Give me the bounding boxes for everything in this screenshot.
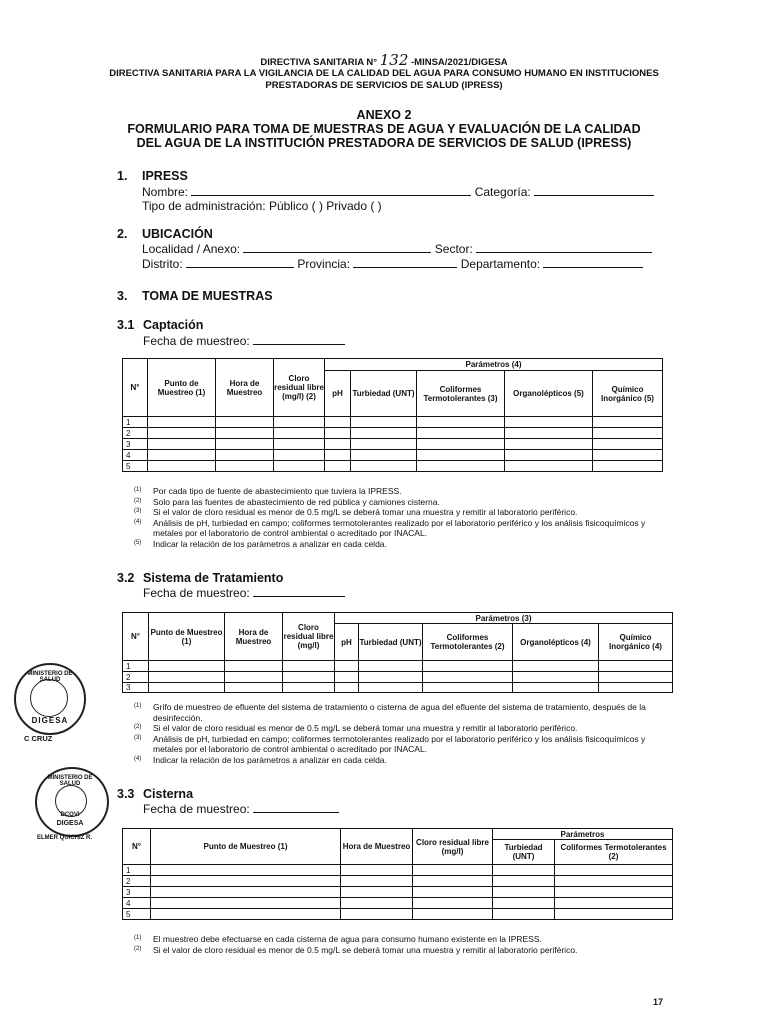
header-quimico: Químico Inorgánico (5) [593, 371, 663, 417]
header-punto: Punto de Muestreo (1) [151, 829, 341, 865]
row-number: 1 [123, 865, 151, 876]
tratamiento-fecha-blank[interactable] [253, 585, 345, 597]
distrito-label: Distrito: [142, 257, 183, 271]
section-3-title: TOMA DE MUESTRAS [142, 289, 273, 303]
section-3-1-title: Captación [143, 318, 204, 332]
table-row [123, 683, 673, 693]
table-row [123, 461, 663, 472]
captacion-fecha-label: Fecha de muestreo: [143, 334, 250, 348]
section-3-2-title: Sistema de Tratamiento [143, 571, 284, 585]
section-1-number: 1. [117, 169, 128, 183]
cisterna-fecha-blank[interactable] [253, 801, 339, 813]
stamp-2-top-text: MINISTERIO DE SALUD [47, 775, 93, 787]
table-row [123, 439, 663, 450]
row-number: 1 [123, 661, 149, 672]
row-number: 1 [123, 417, 148, 428]
stamp-1-top-text: MINISTERIO DE SALUD [27, 671, 73, 683]
localidad-row [142, 241, 652, 256]
footnote: (2) Si el valor de cloro residual es menor de 0.5 mg/L se deberá tomar una muestra y remitir al laboratorio periférico. [134, 944, 578, 955]
row-number: 2 [123, 672, 149, 683]
row-number: 3 [123, 683, 149, 693]
distrito-blank[interactable] [186, 256, 294, 268]
header-n: N° [123, 613, 149, 661]
footnote: (3) Si el valor de cloro residual es menor de 0.5 mg/L se deberá tomar una muestra y remitir al laboratorio periférico. [134, 507, 578, 518]
annex-title-line2: DEL AGUA DE LA INSTITUCIÓN PRESTADORA DE SERVICIOS DE SALUD (IPRESS) [136, 136, 632, 150]
annex-title-line1: FORMULARIO PARA TOMA DE MUESTRAS DE AGUA Y EVALUACIÓN DE LA CALIDAD [127, 122, 641, 136]
nombre-field [142, 184, 654, 199]
directive-title-line1: DIRECTIVA SANITARIA PARA LA VIGILANCIA DE LA CALIDAD DEL AGUA PARA CONSUMO HUMANO EN INSTITUCIONES [109, 68, 659, 79]
table-row [123, 898, 673, 909]
section-3-1-number: 3.1 [117, 318, 135, 332]
table-row [123, 450, 663, 461]
stamp-2-mid-text: DCOVI [60, 812, 80, 818]
cisterna-fecha-label: Fecha de muestreo: [143, 802, 250, 816]
footnote: (2) Solo para las fuentes de abastecimiento de red pública y camiones cisterna. [134, 496, 440, 507]
table-row [123, 887, 673, 898]
table-row [123, 428, 663, 439]
directive-title-line2: PRESTADORAS DE SERVICIOS DE SALUD (IPRESS) [265, 80, 503, 91]
header-organolepticos: Organolépticos (5) [505, 371, 593, 417]
stamp-1-signature: C CRUZ [24, 734, 53, 743]
footnote: (3) Análisis de pH, turbiedad en campo; coliformes termotolerantes realizado por el laboratorio periférico y los análisis fisicoquímicos y metales por el laboratorio de control ambiental o acreditado por INACAL. [134, 733, 646, 755]
row-number: 4 [123, 898, 151, 909]
footnote: (4) Análisis de pH, turbiedad en campo; coliformes termotolerantes realizado por el laboratorio periférico y los análisis fisicoquímicos y metales por el laboratorio de control ambiental o acreditado por INACAL. [134, 517, 646, 539]
footnote: (1) Por cada tipo de fuente de abastecimiento que tuviera la IPRESS. [134, 486, 402, 496]
header-punto: Punto de Muestreo (1) [149, 613, 225, 661]
header-cloro: Cloro residual libre (mg/l) (2) [274, 359, 325, 417]
tratamiento-fecha-row [143, 585, 345, 600]
cisterna-notes [116, 934, 676, 955]
header-hora: Hora de Muestreo [216, 359, 274, 417]
annex-label: ANEXO 2 [356, 108, 412, 122]
row-number: 5 [123, 461, 148, 472]
section-3-2-number: 3.2 [117, 571, 135, 585]
header-coliformes: Coliformes Termotolerantes (3) [417, 371, 505, 417]
tratamiento-fecha-label: Fecha de muestreo: [143, 586, 250, 600]
header-coliformes: Coliformes Termotolerantes (2) [423, 624, 513, 661]
provincia-blank[interactable] [353, 256, 457, 268]
nombre-blank[interactable] [191, 184, 471, 196]
coat-of-arms-icon [30, 679, 68, 717]
admin-type-field: Tipo de administración: Público ( ) Privado ( ) [142, 199, 382, 213]
page-number: 17 [653, 997, 664, 1007]
nombre-label: Nombre: [142, 185, 189, 199]
section-3-3-title: Cisterna [143, 787, 194, 801]
provincia-label: Provincia: [297, 257, 351, 271]
directive-number-line [0, 51, 768, 69]
footnote: (1) Grifo de muestreo de efluente del sistema de tratamiento o cisterna de agua del efluente del sistema de tratamiento, después de la desinfección. [134, 702, 646, 723]
cisterna-fecha-row [143, 801, 339, 816]
row-number: 4 [123, 450, 148, 461]
section-3-number: 3. [117, 289, 128, 303]
header-ph: pH [325, 371, 351, 417]
footnote: (5) Indicar la relación de los parámetros a analizar en cada celda. [134, 538, 387, 549]
header-organolepticos: Organolépticos (4) [513, 624, 599, 661]
row-number: 3 [123, 439, 148, 450]
section-3-3-number: 3.3 [117, 787, 135, 801]
header-parametros: Parámetros (4) [325, 359, 663, 371]
footnote: (1) El muestreo debe efectuarse en cada cisterna de agua para consumo humano existente en la IPRESS. [134, 934, 542, 944]
header-turbiedad: Turbiedad (UNT) [493, 840, 555, 865]
row-number: 2 [123, 876, 151, 887]
categoria-blank[interactable] [534, 184, 654, 196]
tratamiento-notes [116, 702, 676, 766]
row-number: 2 [123, 428, 148, 439]
header-coliformes: Coliformes Termotolerantes (2) [555, 840, 673, 865]
captacion-table [122, 358, 663, 472]
captacion-notes [116, 486, 676, 550]
header-punto: Punto de Muestreo (1) [148, 359, 216, 417]
stamp-2-bottom-text: DIGESA [56, 820, 84, 827]
section-2-title: UBICACIÓN [142, 227, 213, 241]
table-row [123, 661, 673, 672]
header-turbiedad: Turbiedad (UNT) [359, 624, 423, 661]
table-row [123, 417, 663, 428]
handwritten-directive-number: 132 [379, 51, 409, 69]
departamento-label: Departamento: [460, 257, 541, 271]
header-parametros: Parámetros (3) [335, 613, 673, 624]
header-quimico: Químico Inorgánico (4) [599, 624, 673, 661]
row-number: 3 [123, 887, 151, 898]
distrito-row [142, 256, 643, 271]
sector-blank[interactable] [476, 241, 652, 253]
header-n: N° [123, 359, 148, 417]
header-parametros: Parámetros [493, 829, 673, 840]
header-cloro: Cloro residual libre (mg/l) [283, 613, 335, 661]
table-row [123, 672, 673, 683]
directive-prefix: DIRECTIVA SANITARIA N° [260, 57, 378, 68]
section-1-title: IPRESS [142, 169, 188, 183]
localidad-blank[interactable] [243, 241, 431, 253]
categoria-label: Categoría: [474, 185, 531, 199]
footnote: (4) Indicar la relación de los parámetros a analizar en cada celda. [134, 754, 387, 765]
header-ph: pH [335, 624, 359, 661]
departamento-blank[interactable] [543, 256, 643, 268]
header-hora: Hora de Muestreo [341, 829, 413, 865]
header-turbiedad: Turbiedad (UNT) [351, 371, 417, 417]
tratamiento-table [122, 612, 673, 693]
table-row [123, 865, 673, 876]
captacion-fecha-row [143, 333, 345, 348]
cisterna-table [122, 828, 673, 920]
header-hora: Hora de Muestreo [225, 613, 283, 661]
header-n: N° [123, 829, 151, 865]
stamp-1-bottom-text: DIGESA [31, 716, 69, 725]
table-row [123, 909, 673, 920]
section-2-number: 2. [117, 227, 128, 241]
captacion-fecha-blank[interactable] [253, 333, 345, 345]
table-row [123, 876, 673, 887]
stamp-2-signature: ELMER QUICHIZ R. [37, 835, 92, 841]
header-cloro: Cloro residual libre (mg/l) [413, 829, 493, 865]
sector-label: Sector: [434, 242, 473, 256]
directive-suffix: -MINSA/2021/DIGESA [411, 57, 508, 68]
row-number: 5 [123, 909, 151, 920]
localidad-label: Localidad / Anexo: [142, 242, 241, 256]
footnote: (2) Si el valor de cloro residual es menor de 0.5 mg/L se deberá tomar una muestra y remitir al laboratorio periférico. [134, 723, 578, 734]
